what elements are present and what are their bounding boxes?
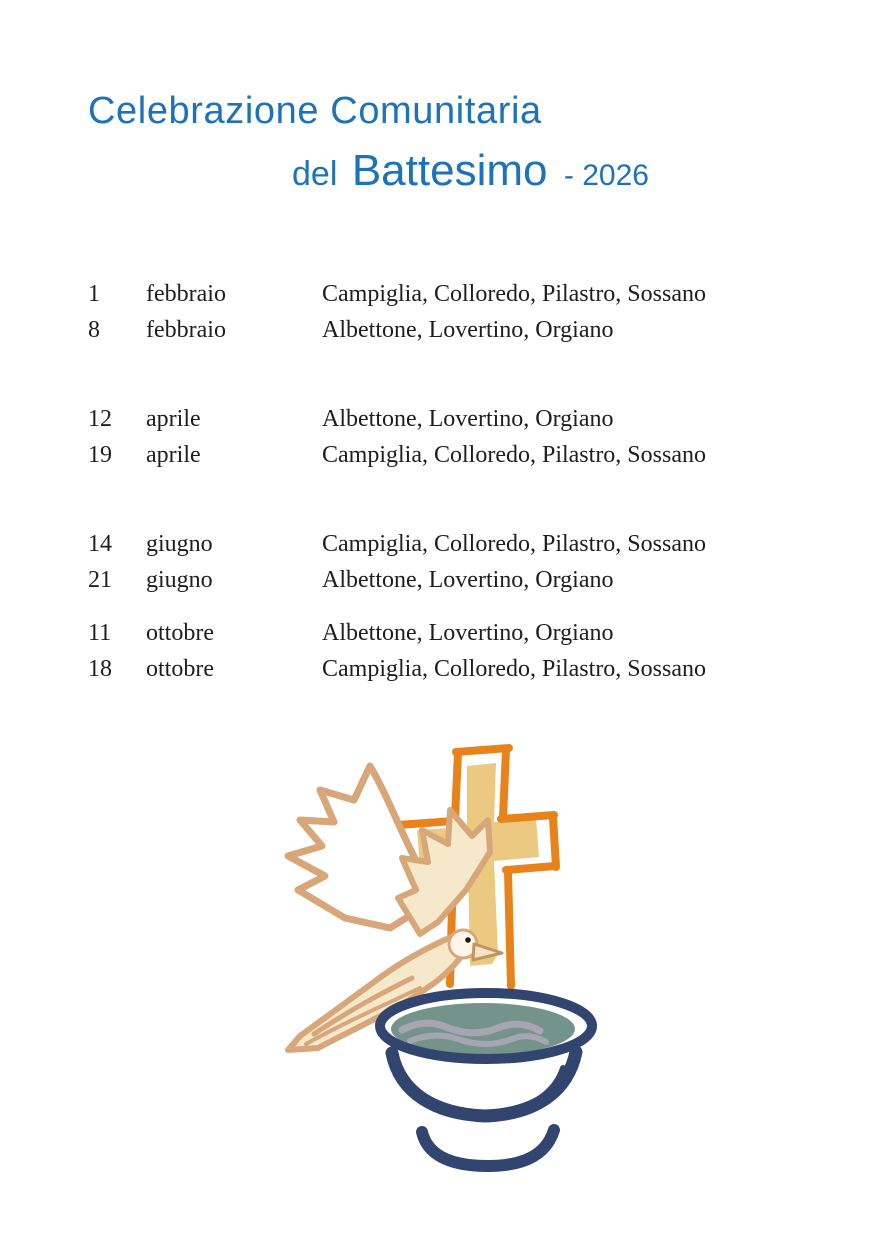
schedule-month: aprile (146, 406, 201, 432)
schedule-row (88, 312, 706, 348)
dove-cross-font-illustration (270, 738, 620, 1178)
schedule-parishes: Campiglia, Colloredo, Pilastro, Sossano (322, 656, 706, 682)
page-title (88, 90, 649, 196)
title-year: - 2026 (563, 159, 649, 192)
schedule-month: ottobre (146, 620, 214, 646)
schedule-row (88, 562, 706, 598)
schedule-group-aprile (88, 401, 706, 473)
schedule-row (88, 615, 706, 651)
schedule-group-ottobre (88, 615, 706, 687)
schedule-row (88, 401, 706, 437)
font-base (422, 1130, 554, 1166)
schedule-row (88, 526, 706, 562)
schedule-parishes: Albettone, Lovertino, Orgiano (322, 567, 614, 593)
schedule-day: 14 (88, 531, 112, 557)
title-del: del (292, 155, 338, 193)
schedule-parishes: Albettone, Lovertino, Orgiano (322, 317, 614, 343)
baptismal-font-icon (380, 993, 592, 1166)
schedule-day: 19 (88, 442, 112, 468)
schedule-parishes: Albettone, Lovertino, Orgiano (322, 406, 614, 432)
schedule-month: giugno (146, 531, 213, 557)
schedule-day: 11 (88, 620, 112, 646)
schedule-month: febbraio (146, 317, 226, 343)
schedule-group-febbraio (88, 276, 706, 348)
schedule-row (88, 276, 706, 312)
schedule-month: aprile (146, 442, 201, 468)
dove-eye (465, 937, 471, 943)
schedule-day: 18 (88, 656, 112, 682)
schedule-parishes: Campiglia, Colloredo, Pilastro, Sossano (322, 281, 706, 307)
schedule-parishes: Campiglia, Colloredo, Pilastro, Sossano (322, 531, 706, 557)
schedule-day: 8 (88, 317, 100, 343)
schedule-month: febbraio (146, 281, 226, 307)
schedule-month: giugno (146, 567, 213, 593)
schedule-row (88, 437, 706, 473)
schedule-parishes: Campiglia, Colloredo, Pilastro, Sossano (322, 442, 706, 468)
schedule-group-giugno (88, 526, 706, 598)
schedule-parishes: Albettone, Lovertino, Orgiano (322, 620, 614, 646)
schedule-day: 12 (88, 406, 112, 432)
schedule-month: ottobre (146, 656, 214, 682)
title-battesimo: Battesimo (351, 146, 548, 195)
schedule-day: 21 (88, 567, 112, 593)
schedule-day: 1 (88, 281, 100, 307)
schedule-row (88, 651, 706, 687)
baptism-schedule (88, 276, 706, 687)
title-line-2 (88, 146, 649, 196)
title-line-1: Celebrazione Comunitaria (88, 90, 542, 132)
